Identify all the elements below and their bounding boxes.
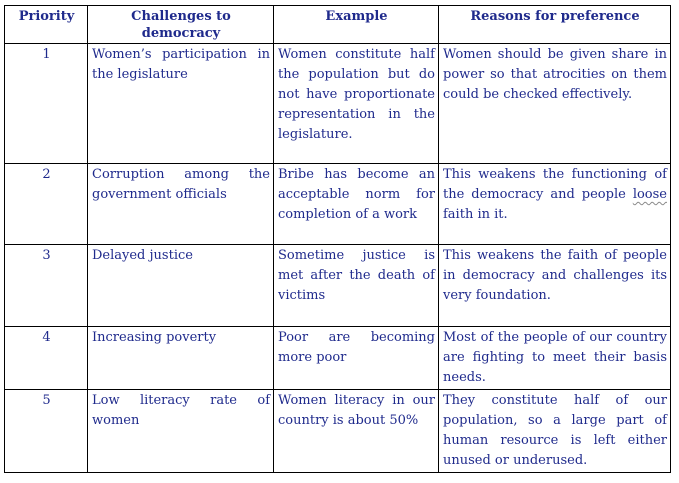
challenges-table	[4, 5, 671, 473]
reason-cell	[439, 164, 671, 245]
table-row	[5, 164, 671, 245]
challenge-cell: Delayed justice	[88, 245, 274, 327]
challenge-cell: Corruption among the government officials	[88, 164, 274, 245]
header-example: Example	[274, 6, 439, 44]
table-row	[5, 327, 671, 390]
example-cell: Women literacy in our country is about 50%	[274, 390, 439, 473]
reason-text-after: faith in it.	[443, 207, 508, 222]
priority-cell: 2	[5, 164, 88, 245]
reason-text-before: This weakens the functioning of the democracy and people	[443, 167, 667, 202]
challenge-cell: Low literacy rate of women	[88, 390, 274, 473]
header-priority: Priority	[5, 6, 88, 44]
header-reasons: Reasons for preference	[439, 6, 671, 44]
example-cell: Bribe has become an acceptable norm for completion of a work	[274, 164, 439, 245]
priority-cell: 4	[5, 327, 88, 390]
table-row	[5, 390, 671, 473]
priority-cell: 1	[5, 44, 88, 164]
reason-cell: Most of the people of our country are fighting to meet their basis needs.	[439, 327, 671, 390]
example-cell: Women constitute half the population but do not have proportionate representation in the legislature.	[274, 44, 439, 164]
header-challenges: Challenges to democracy	[88, 6, 274, 44]
example-cell: Sometime justice is met after the death of victims	[274, 245, 439, 327]
header-row	[5, 6, 671, 44]
example-cell: Poor are becoming more poor	[274, 327, 439, 390]
challenge-cell: Increasing poverty	[88, 327, 274, 390]
challenge-cell: Women’s participation in the legislature	[88, 44, 274, 164]
reason-cell: This weakens the faith of people in democracy and challenges its very foundation.	[439, 245, 671, 327]
reason-cell: They constitute half of our population, so a large part of human resource is left either unused or underused.	[439, 390, 671, 473]
spellcheck-flagged-word[interactable]: loose	[632, 187, 667, 202]
table-row	[5, 44, 671, 164]
table-row	[5, 245, 671, 327]
priority-cell: 5	[5, 390, 88, 473]
reason-cell: Women should be given share in power so that atrocities on them could be checked effectively.	[439, 44, 671, 164]
priority-cell: 3	[5, 245, 88, 327]
